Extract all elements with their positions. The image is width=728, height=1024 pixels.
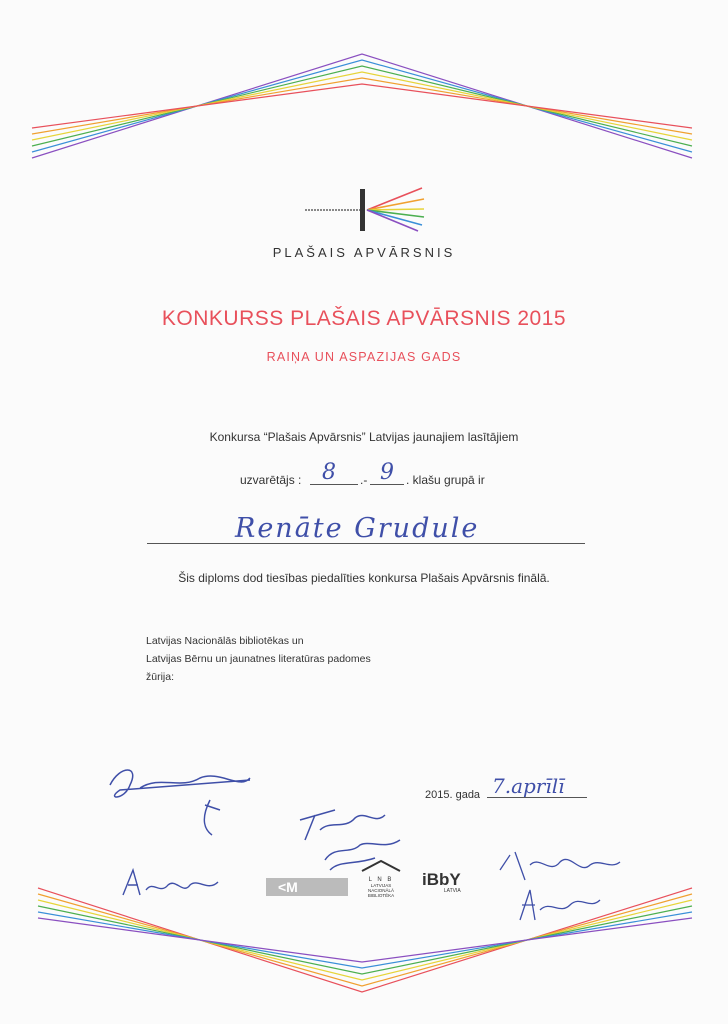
top-rainbow-chevron — [0, 40, 728, 200]
page-subtitle: RAIŅA UN ASPAZIJAS GADS — [266, 350, 462, 364]
ibby-subtext: LATVIA — [443, 888, 461, 894]
grade-to-handwritten: 9 — [380, 460, 394, 485]
winner-label: uzvarētājs : — [240, 473, 302, 487]
page-title: KONKURSS PLAŠAIS APVĀRSNIS 2015 — [161, 307, 567, 330]
grade-suffix: . klašu grupā ir — [406, 473, 485, 487]
date-handwritten: 7.aprīlī — [492, 774, 565, 798]
logo-wordmark: PLAŠAIS APVĀRSNIS — [272, 245, 456, 260]
lnb-mark: L N B — [368, 877, 394, 883]
bottom-rainbow-chevron — [0, 850, 728, 1010]
literature-board-logo: <M — [266, 878, 348, 896]
grade-from-handwritten: 8 — [322, 460, 336, 485]
date-label: 2015. gada — [425, 789, 481, 801]
winner-name-line — [147, 543, 585, 544]
winner-row — [240, 460, 540, 490]
intro-line: Konkursa “Plašais Apvārsnis” Latvijas jaunajiem lasītājiem — [209, 430, 519, 444]
ibby-text: iBbY — [422, 870, 461, 889]
winner-name-handwritten: Renāte Grudule — [235, 513, 480, 544]
plasais-apvarsnis-logo — [300, 185, 430, 235]
grade-separator: .- — [360, 473, 368, 487]
jury-line-3: žūrija: — [146, 671, 175, 683]
date-row — [425, 774, 595, 814]
jury-block — [146, 632, 371, 686]
lnb-text: LATVIJAS NACIONĀLĀ BIBLIOTĒKA — [367, 883, 395, 898]
signature-1 — [100, 760, 260, 840]
diploma-text: Šis diploms dod tiesības piedalīties konkursa Plašais Apvārsnis finālā. — [178, 571, 550, 585]
jury-line-1: Latvijas Nacionālās bibliotēkas un — [146, 635, 304, 647]
jury-line-2: Latvijas Bērnu un jaunatnes literatūras padomes — [146, 653, 371, 665]
